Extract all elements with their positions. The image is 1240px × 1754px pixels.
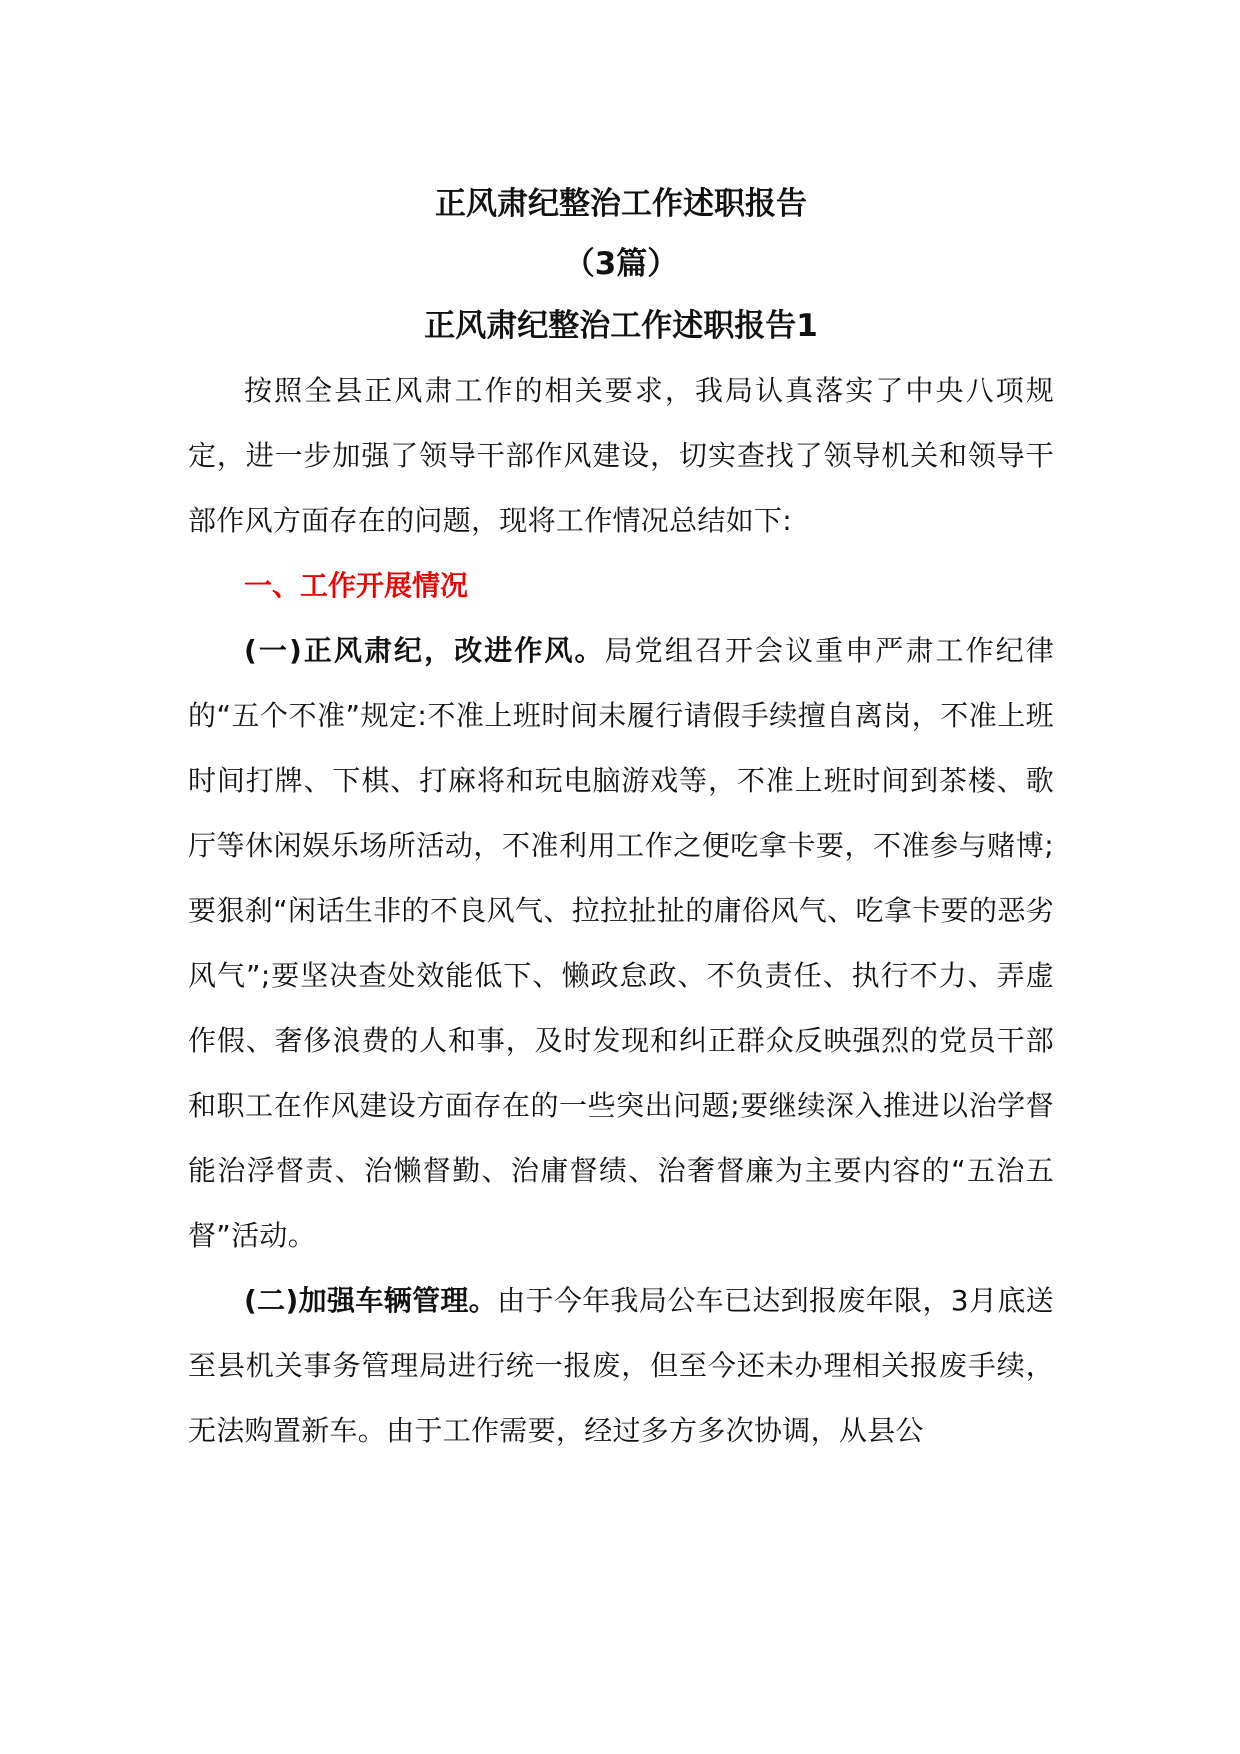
item-1-body: 局党组召开会议重申严肃工作纪律的“五个不准”规定:不准上班时间未履行请假手续擅自离岗，不准上班时间打牌、下棋、打麻将和玩电脑游戏等，不准上班时间到茶楼、歌厅等休闲娱乐场所活动，不准利用工作之便吃拿卡要，不准参与赌博;要狠刹“闲话生非的不良风气、拉拉扯扯的庸俗风气、吃拿卡要的恶劣风气”;要坚决查处效能低下、懒政怠政、不负责任、执行不力、弄虚作假、奢侈浪费的人和事，及时发现和纠正群众反映强烈的党员干部和职工在作风建设方面存在的一些突出问题;要继续深入推进以治学督能治浮督责、治懒督勤、治庸督绩、治奢督廉为主要内容的“五治五督”活动。 <box>188 634 1054 1252</box>
report-title: 正风肃纪整治工作述职报告1 <box>424 308 818 344</box>
item-1-paragraph <box>188 618 1054 1268</box>
item-2-paragraph <box>188 1268 1054 1463</box>
document-subtitle: （3篇） <box>563 246 679 282</box>
item-1-lead: (一)正风肃纪，改进作风。 <box>244 634 605 667</box>
item-2-lead: (二)加强车辆管理。 <box>244 1284 498 1317</box>
document-page <box>188 168 1054 1463</box>
section-heading: 一、工作开展情况 <box>244 569 469 602</box>
intro-paragraph: 按照全县正风肃工作的相关要求，我局认真落实了中央八项规定，进一步加强了领导干部作风建设，切实查找了领导机关和领导干部作风方面存在的问题，现将工作情况总结如下: <box>188 374 1054 537</box>
document-title: 正风肃纪整治工作述职报告 <box>435 186 807 222</box>
item-2-body: 由于今年我局公车已达到报废年限，3月底送至县机关事务管理局进行统一报废，但至今还未办理相关报废手续，无法购置新车。由于工作需要，经过多方多次协调，从县公 <box>188 1284 1054 1447</box>
